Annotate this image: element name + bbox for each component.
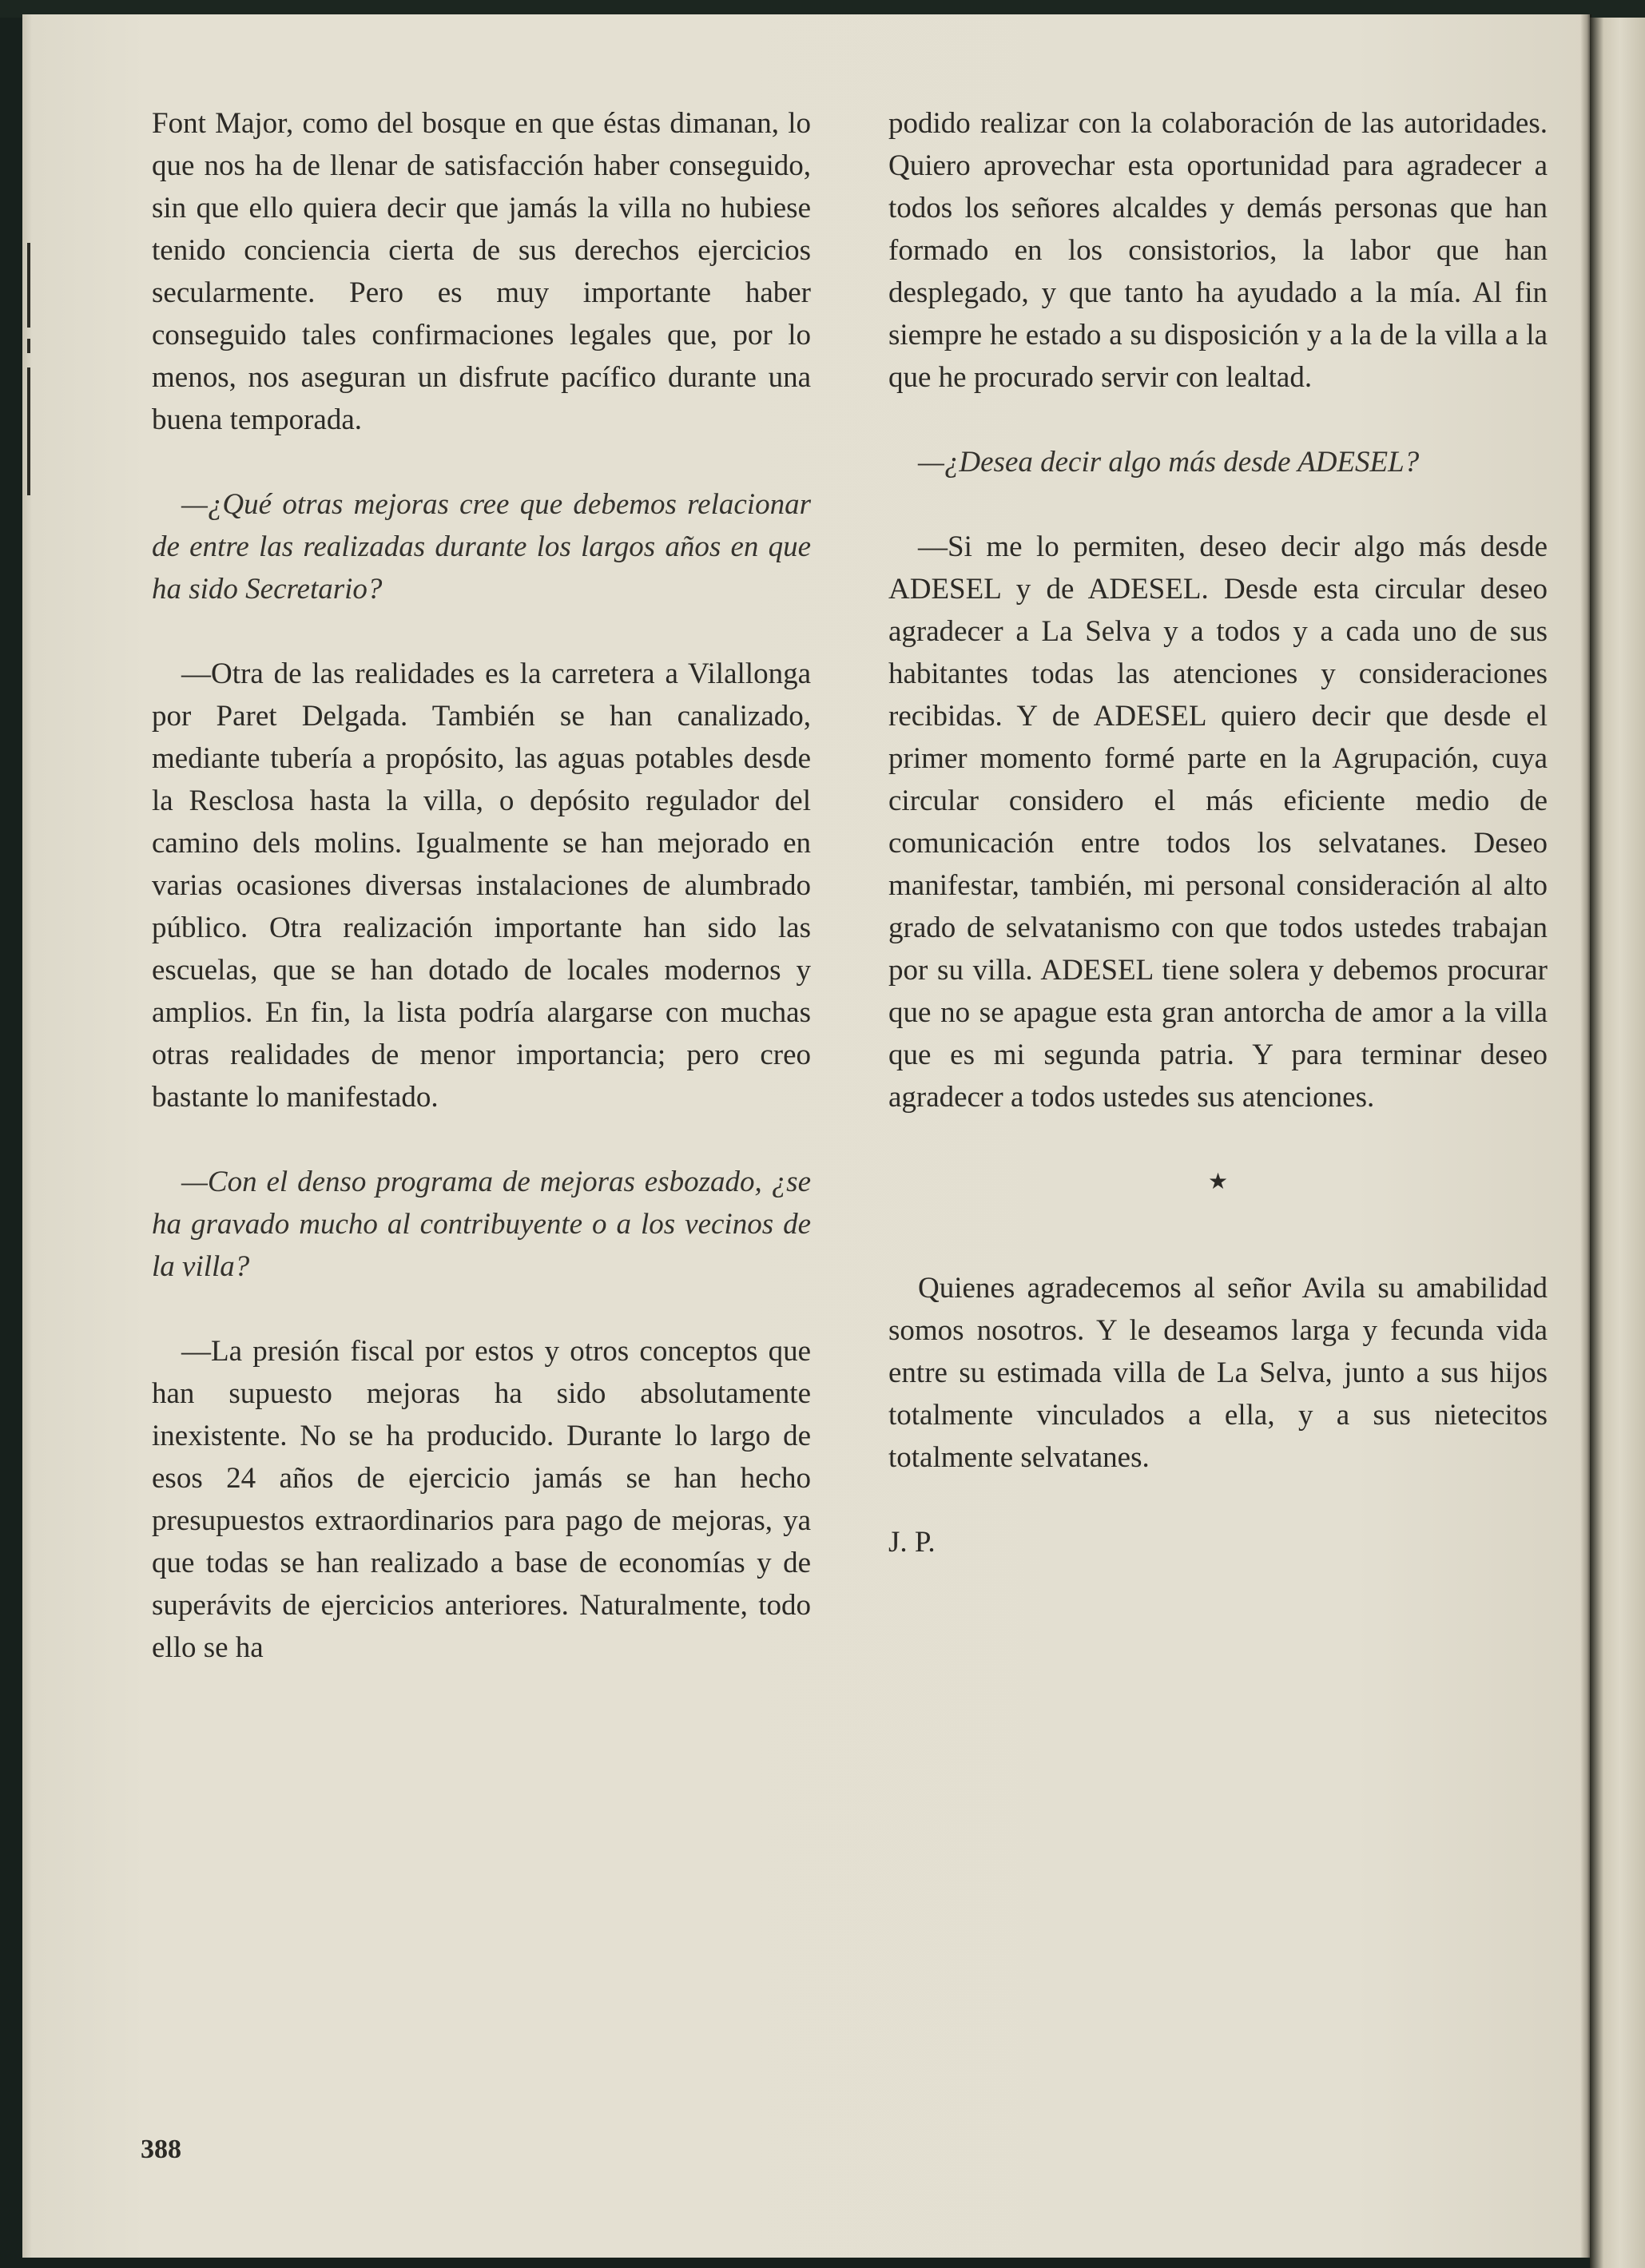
interview-question: —¿Qué otras mejoras cree que debemos relacionar de entre las realizadas durante los largos años en que ha sido Secretario? xyxy=(152,488,811,606)
left-column xyxy=(152,102,811,1711)
adjacent-page-edge xyxy=(1590,18,1645,2268)
right-column xyxy=(888,102,1548,1606)
margin-mark xyxy=(27,367,30,495)
section-separator-star: ★ xyxy=(1207,1170,1229,1194)
margin-mark xyxy=(27,339,30,353)
margin-mark xyxy=(27,243,30,328)
interview-answer: —Otra de las realidades es la carretera a Vilallonga por Paret Delgada. También se han canalizado, mediante tubería a propósito, las aguas potables desde la Resclosa hasta la villa, o depósito regulador del camino dels molins. Igualmente se han mejorado en varias ocasiones diversas instalaciones de alumbrado público. Otra realización importante han sido las escuelas, que se han dotado de locales modernos y amplios. En fin, la lista podría alargarse con muchas otras realidades de menor importancia; pero creo bastante lo manifestado. xyxy=(152,657,811,1114)
interview-question: —Con el denso programa de mejoras esbozado, ¿se ha gravado mucho al contribuyente o a los vecinos de la villa? xyxy=(152,1166,811,1283)
closing-paragraph: Quienes agradecemos al señor Avila su amabilidad somos nosotros. Y le deseamos larga y fecunda vida entre su estimada villa de La Selva, junto a sus hijos totalmente vinculados a ella, y a sus nietecitos totalmente selvatanes. xyxy=(888,1272,1548,1474)
page-number: 388 xyxy=(141,2135,181,2164)
author-signature: J. P. xyxy=(888,1526,936,1559)
paragraph: podido realizar con la colaboración de las autoridades. Quiero aprovechar esta oportunidad para agradecer a todos los señores alcaldes y demás personas que han formado en los consistorios, la labor que han desplegado, y que tanto ha ayudado a la mía. Al fin siempre he estado a su disposición y a la de la villa a la que he procurado servir con lealtad. xyxy=(888,107,1548,394)
interview-answer: —La presión fiscal por estos y otros conceptos que han supuesto mejoras ha sido absolutamente inexistente. No se ha producido. Durante lo largo de esos 24 años de ejercicio jamás se han hecho presupuestos extraordinarios para pago de mejoras, ya que todas se han realizado a base de economías y de superávits de ejercicios anteriores. Naturalmente, todo ello se ha xyxy=(152,1335,811,1664)
interview-answer: —Si me lo permiten, deseo decir algo más desde ADESEL y de ADESEL. Desde esta circular deseo agradecer a La Selva y a todos y a cada uno de sus habitantes todas las atenciones y consideraciones recibidas. Y de ADESEL quiero decir que desde el primer momento formé parte en la Agrupación, cuya circular considero el más eficiente medio de comunicación entre todos los selvatanes. Deseo manifestar, también, mi personal consideración al alto grado de selvatanismo con que todos ustedes trabajan por su villa. ADESEL tiene solera y debemos procurar que no se apague esta gran antorcha de amor a la villa que es mi segunda patria. Y para terminar deseo agradecer a todos ustedes sus atenciones. xyxy=(888,530,1548,1114)
interview-question: —¿Desea decir algo más desde ADESEL? xyxy=(918,446,1420,479)
paragraph: Font Major, como del bosque en que éstas dimanan, lo que nos ha de llenar de satisfacción haber conseguido, sin que ello quiera decir que jamás la villa no hubiese tenido conciencia cierta de sus derechos ejercicios secularmente. Pero es muy importante haber conseguido tales confirmaciones legales que, por lo menos, nos aseguran un disfrute pacífico durante una buena temporada. xyxy=(152,107,811,436)
